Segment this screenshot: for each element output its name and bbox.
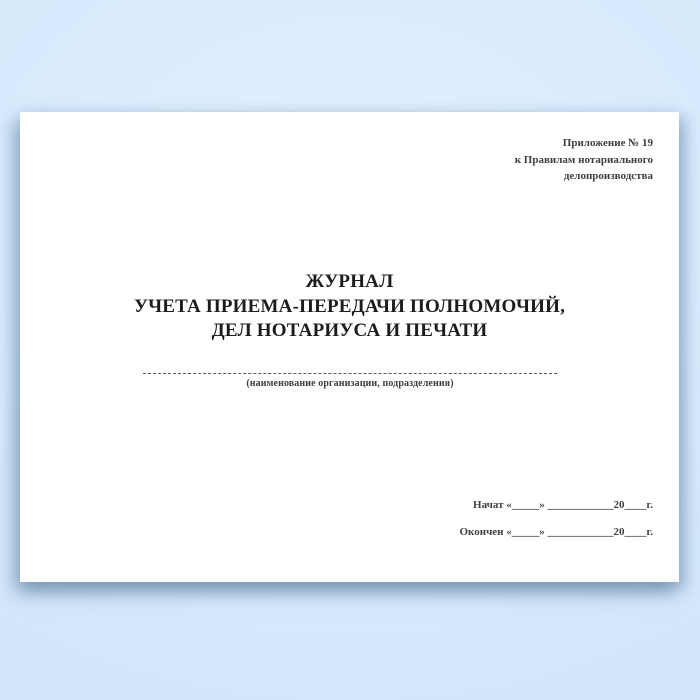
started-date-line: Начат «_____» ____________20____г. (473, 499, 653, 511)
organization-fill-line (143, 373, 557, 374)
journal-cover-page (20, 112, 679, 582)
journal-title (20, 270, 679, 344)
journal-title-line-1: ЖУРНАЛ (305, 271, 394, 292)
appendix-note-line-3: делопроизводства (563, 170, 653, 182)
appendix-note-line-2: к Правилам нотариального (514, 153, 653, 166)
appendix-note-line-1: Приложение № 19 (562, 137, 653, 149)
journal-title-line-3: ДЕЛ НОТАРИУСА И ПЕЧАТИ (211, 320, 488, 341)
organization-caption: (наименование организации, подразделения) (246, 378, 454, 389)
dates-block (459, 498, 653, 539)
appendix-note (515, 135, 653, 185)
journal-title-line-2: УЧЕТА ПРИЕМА-ПЕРЕДАЧИ ПОЛНОМОЧИЙ, (133, 295, 566, 317)
ended-date-line: Окончен «_____» ____________20____г. (459, 526, 653, 538)
